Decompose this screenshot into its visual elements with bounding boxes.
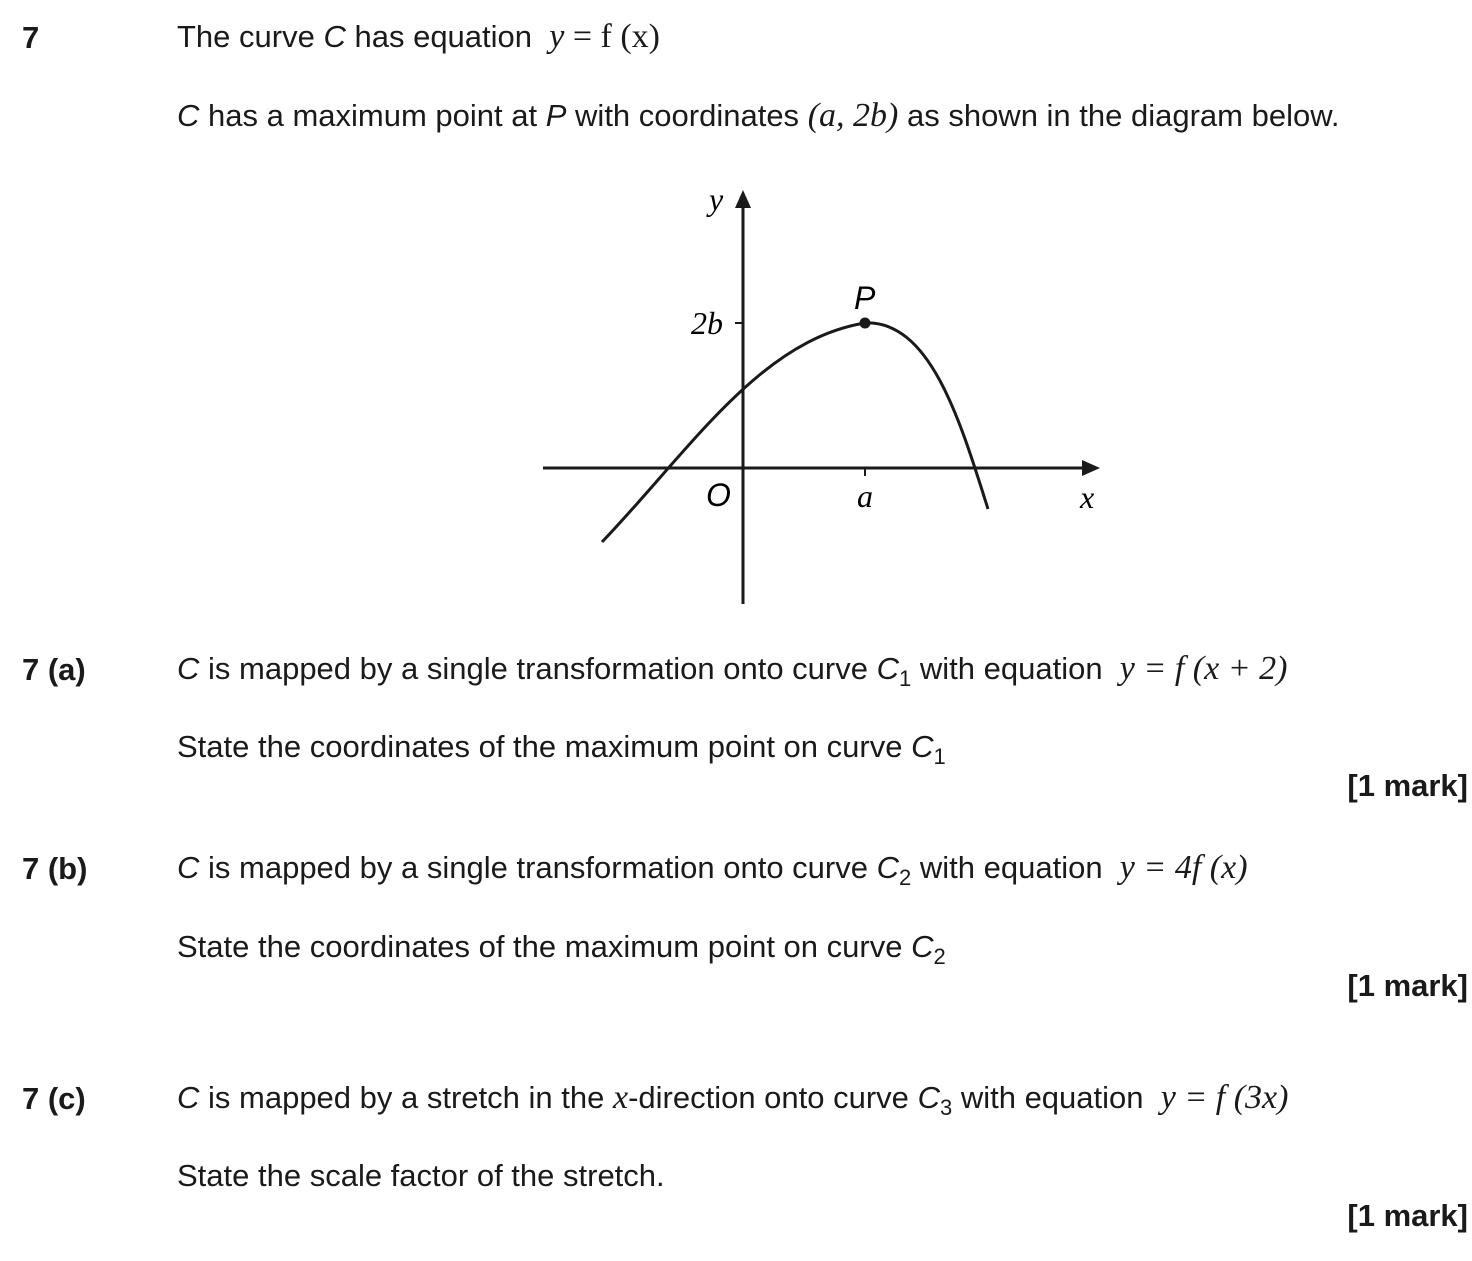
x-tick-label: a [857, 478, 873, 514]
part-a-line2-curve: C [911, 729, 934, 764]
part-c-curve: C [177, 1080, 200, 1115]
curve-c [602, 323, 988, 542]
part-b-text: is mapped by a single transformation onto curve [208, 850, 868, 885]
part-c-line-1 [177, 1079, 1289, 1120]
part-a-line2-text: State the coordinates of the maximum point on curve [177, 729, 903, 764]
part-a-target-sub: 1 [899, 666, 912, 691]
part-a-number: 7 (a) [22, 652, 86, 687]
part-c-line-2 [177, 1158, 665, 1194]
part-c-text: is mapped by a stretch in the [208, 1080, 605, 1115]
part-c-number: 7 (c) [22, 1081, 86, 1116]
line2-point: P [545, 98, 567, 133]
part-b-number: 7 (b) [22, 851, 88, 886]
part-b-line2-sub: 2 [933, 944, 946, 969]
part-b-marks: [1 mark] [1347, 968, 1468, 1003]
x-axis-arrow-icon [1082, 460, 1100, 476]
y-axis-label: y [709, 181, 724, 217]
part-c-marks: [1 mark] [1347, 1198, 1468, 1233]
line2-text: has a maximum point at [208, 98, 538, 133]
part-a-line2-sub: 1 [933, 744, 946, 769]
part-b-line-1 [177, 849, 1248, 890]
y-tick-label: 2b [691, 305, 723, 341]
part-b-equation: y = 4f (x) [1119, 849, 1248, 886]
part-a-equation: y = f (x + 2) [1119, 650, 1288, 687]
line2-text-2: with coordinates [575, 98, 800, 133]
part-c-equation: y = f (3x) [1160, 1079, 1289, 1116]
part-c-direction-var: x [612, 1079, 629, 1116]
part-b-target-sub: 2 [899, 865, 912, 890]
part-b-curve: C [177, 850, 200, 885]
part-c-text-dir: -direction onto curve [628, 1080, 909, 1115]
part-b-line-2 [177, 929, 946, 969]
line2-curve: C [177, 98, 200, 133]
part-c-text-2: with equation [960, 1080, 1144, 1115]
part-a-marks: [1 mark] [1347, 768, 1468, 803]
line2-text-3: as shown in the diagram below. [906, 98, 1340, 133]
maximum-point [860, 318, 871, 329]
part-a-line-2 [177, 729, 946, 769]
part-a-text: is mapped by a single transformation onto curve [208, 651, 868, 686]
part-b-text-2: with equation [919, 850, 1103, 885]
part-c-target-sub: 3 [939, 1095, 953, 1120]
part-a-target-curve: C [876, 651, 899, 686]
intro-text-2: has equation [354, 19, 533, 54]
part-b-line2-text: State the coordinates of the maximum point on curve [177, 929, 903, 964]
part-c-target-curve: C [917, 1080, 940, 1115]
line2-coords: (a, 2b) [807, 97, 899, 134]
part-a-text-2: with equation [919, 651, 1103, 686]
intro-eq-rest: = f (x) [564, 18, 661, 55]
curve-name: C [323, 19, 346, 54]
part-b-target-curve: C [876, 850, 899, 885]
part-a-line-1 [177, 650, 1288, 691]
origin-label: O [706, 477, 731, 513]
point-p-label: P [854, 280, 876, 316]
y-axis-arrow-icon [735, 190, 751, 208]
part-b-line2-curve: C [911, 929, 934, 964]
part-a-curve: C [177, 651, 200, 686]
intro-eq-y: y [549, 18, 565, 55]
intro-text: The curve [177, 19, 315, 54]
x-axis-label: x [1080, 479, 1095, 515]
part-c-line2-text: State the scale factor of the stretch. [177, 1158, 665, 1193]
question-number: 7 [22, 20, 40, 55]
